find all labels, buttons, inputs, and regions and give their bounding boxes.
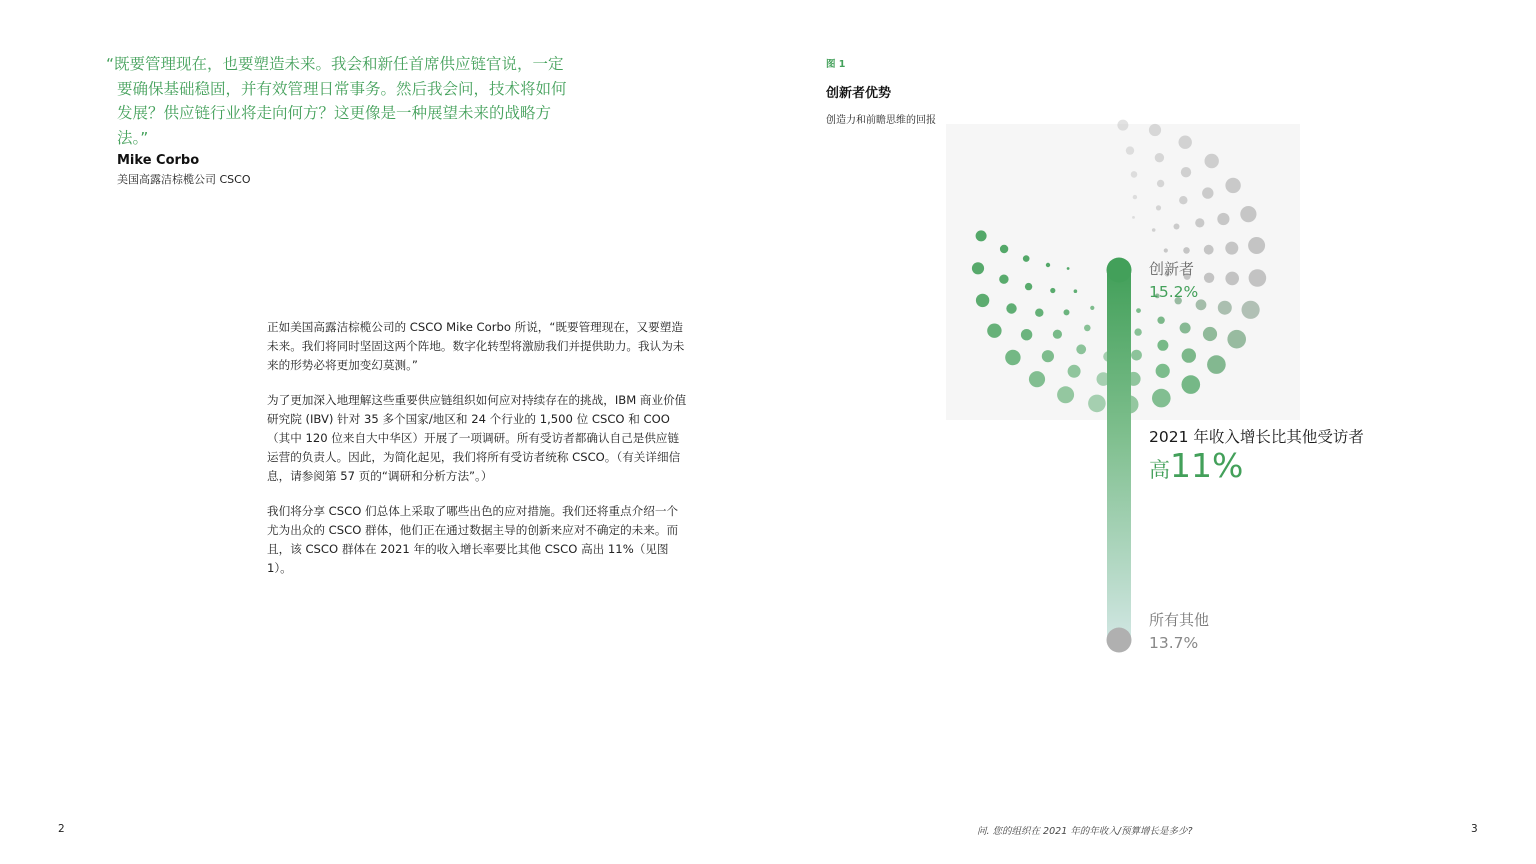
decorative-dot xyxy=(1196,299,1207,310)
page-number-right: 3 xyxy=(1471,823,1478,835)
decorative-dot xyxy=(976,294,989,307)
figure-title: 创新者优势 xyxy=(826,86,892,101)
decorative-dot xyxy=(999,275,1008,284)
decorative-dot xyxy=(1068,365,1081,378)
decorative-dot xyxy=(1225,178,1240,193)
decorative-dot xyxy=(1179,136,1192,149)
decorative-dot xyxy=(1136,308,1141,313)
decorative-dot xyxy=(1025,283,1032,290)
quote-author-title: 美国高露洁棕榄公司 CSCO xyxy=(117,173,251,186)
decorative-dot xyxy=(1042,350,1054,362)
decorative-dot xyxy=(1134,328,1141,335)
decorative-dot xyxy=(1157,317,1164,324)
decorative-dot xyxy=(1126,146,1134,154)
decorative-dot xyxy=(1225,242,1238,255)
decorative-dot xyxy=(1195,218,1204,227)
quote-author-name: Mike Corbo xyxy=(117,153,200,168)
decorative-dot xyxy=(1181,167,1191,177)
decorative-dot xyxy=(1180,323,1191,334)
decorative-dot xyxy=(1203,327,1217,341)
comparison-bar xyxy=(1107,270,1131,640)
decorative-dot xyxy=(1227,330,1246,349)
decorative-dot xyxy=(1205,154,1219,168)
others-label: 所有其他 xyxy=(1149,611,1210,629)
decorative-dot xyxy=(1117,120,1128,131)
decorative-dot xyxy=(1156,205,1161,210)
decorative-dot xyxy=(1005,350,1020,365)
decorative-dot xyxy=(1133,195,1137,199)
decorative-dot xyxy=(1035,309,1043,317)
decorative-dot xyxy=(1029,371,1045,387)
decorative-dot xyxy=(1242,301,1260,319)
decorative-dot xyxy=(976,230,987,241)
decorative-dot xyxy=(1152,228,1156,232)
growth-annotation-value xyxy=(1149,446,1243,485)
decorative-dot xyxy=(1023,255,1030,262)
decorative-dot xyxy=(1157,340,1168,351)
decorative-dot xyxy=(1149,124,1161,136)
decorative-dot xyxy=(1131,350,1142,361)
decorative-dot xyxy=(1074,289,1078,293)
decorative-dot xyxy=(1046,263,1050,267)
decorative-dot xyxy=(1053,330,1062,339)
others-marker xyxy=(1107,628,1132,653)
decorative-dot xyxy=(1155,153,1164,162)
decorative-dot xyxy=(972,262,984,274)
growth-annotation-label: 2021 年收入增长比其他受访者 xyxy=(1149,428,1364,446)
growth-value: 11% xyxy=(1170,446,1244,485)
growth-prefix: 高 xyxy=(1149,458,1170,482)
decorative-dot xyxy=(1207,355,1226,374)
decorative-dot xyxy=(1249,269,1267,287)
decorative-dot xyxy=(1021,329,1032,340)
innovators-value: 15.2% xyxy=(1149,283,1199,301)
decorative-dot xyxy=(1090,306,1094,310)
survey-question-footnote: 问. 您的组织在 2021 年的年收入/预算增长是多少? xyxy=(977,826,1193,837)
decorative-dot xyxy=(987,324,1001,338)
decorative-dot xyxy=(1084,325,1091,332)
decorative-dot xyxy=(1164,248,1168,252)
decorative-dot xyxy=(1157,180,1164,187)
decorative-dot xyxy=(1183,247,1190,254)
decorative-dot xyxy=(1182,348,1196,362)
body-paragraph: 为了更加深入地理解这些重要供应链组织如何应对持续存在的挑战，IBM 商业价值研究院 (IBV) 针对 35 多个国家/地区和 24 个行业的 1,500 位 CSCO 和 COO（其中 120 位来自大中华区）开展了一项调研。所有受访者都确认自己是供应链运营的负责人。因此，为简化起见，我们将所有受访者统称 CSCO。（有关详细信息，请参阅第 57 页的“调研和分析方法”。） xyxy=(267,393,687,483)
decorative-dot xyxy=(1218,301,1232,315)
decorative-dot xyxy=(1204,245,1214,255)
decorative-dot xyxy=(1057,386,1074,403)
body-paragraph: 正如美国高露洁棕榄公司的 CSCO Mike Corbo 所说，“既要管理现在，又要塑造未来。我们将同时坚固这两个阵地。数字化转型将激励我们并提供助力。我认为未来的形势必将更加变幻莫测。” xyxy=(267,320,685,372)
decorative-dot xyxy=(1202,187,1213,198)
decorative-dot xyxy=(1067,267,1070,270)
decorative-dot xyxy=(1152,389,1171,408)
decorative-dot xyxy=(1217,213,1229,225)
innovators-marker xyxy=(1107,258,1132,283)
page-number-left: 2 xyxy=(58,823,65,835)
body-paragraph: 我们将分享 CSCO 们总体上采取了哪些出色的应对措施。我们还将重点介绍一个尤为出众的 CSCO 群体，他们正在通过数据主导的创新来应对不确定的未来。而且，该 CSCO 群体在 2021 年的收入增长率要比其他 CSCO 高出 11%（见图 1）。 xyxy=(267,504,679,575)
decorative-dot xyxy=(1006,303,1016,313)
others-value: 13.7% xyxy=(1149,634,1199,652)
decorative-dot xyxy=(1156,364,1170,378)
decorative-dot xyxy=(1064,309,1070,315)
decorative-dot xyxy=(1174,224,1180,230)
figure-label: 图 1 xyxy=(826,59,846,70)
decorative-dot xyxy=(1088,395,1106,413)
decorative-dot xyxy=(1248,237,1265,254)
decorative-dot xyxy=(1182,375,1201,394)
decorative-dot xyxy=(1000,245,1008,253)
decorative-dot xyxy=(1179,196,1187,204)
pull-quote-text: “既要管理现在，也要塑造未来。我会和新任首席供应链官说，一定要确保基础稳固，并有效管理日常事务。然后我会问，技术将如何发展？供应链行业将走向何方？这更像是一种展望未来的战略方法。” xyxy=(106,55,567,147)
decorative-dot xyxy=(1240,206,1256,222)
decorative-dot xyxy=(1132,216,1135,219)
figure-subtitle: 创造力和前瞻思维的回报 xyxy=(826,115,936,126)
decorative-dot xyxy=(1076,344,1086,354)
decorative-dot xyxy=(1204,273,1214,283)
innovators-label: 创新者 xyxy=(1149,260,1195,278)
decorative-dot xyxy=(1050,288,1055,293)
decorative-dot xyxy=(1225,272,1239,286)
decorative-dot xyxy=(1131,171,1138,178)
